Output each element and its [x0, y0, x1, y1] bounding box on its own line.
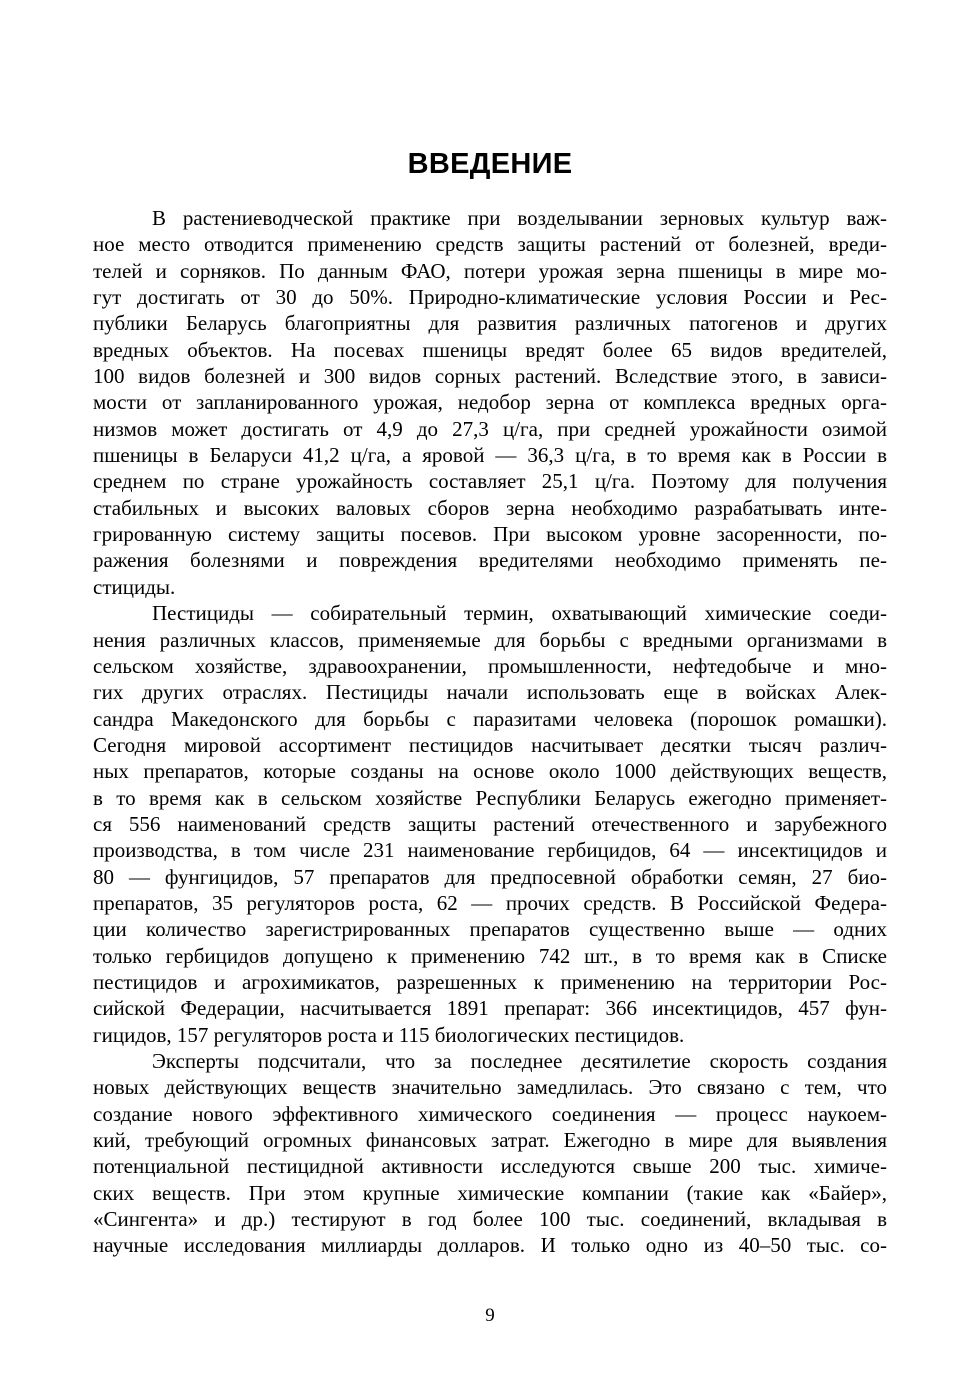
- text-line: кий, требующий огромных финансовых затрат. Ежегодно в мире для выявления: [93, 1128, 887, 1153]
- text-line: ции количество зарегистрированных препаратов существенно выше — одних: [93, 917, 887, 942]
- text-line: научные исследования миллиарды долларов. И только одно из 40–50 тыс. со-: [93, 1233, 887, 1258]
- text-line: создание нового эффективного химического соединения — процесс наукоем-: [93, 1101, 887, 1126]
- text-line: стабильных и высоких валовых сборов зерна необходимо разрабатывать инте-: [93, 495, 887, 520]
- text-line: ных препаратов, которые созданы на основе около 1000 действующих веществ,: [93, 759, 887, 784]
- text-line: стициды.: [93, 574, 176, 599]
- text-line: ное место отводится применению средств защиты растений от болезней, вреди-: [93, 232, 887, 257]
- text-line: только гербицидов допущено к применению 742 шт., в то время как в Списке: [93, 943, 887, 968]
- text-line: препаратов, 35 регуляторов роста, 62 — прочих средств. В Российской Федера-: [93, 890, 887, 915]
- paragraph-2: [93, 600, 887, 1048]
- text-line: ражения болезнями и повреждения вредителями необходимо применять пе-: [93, 548, 887, 573]
- text-line: сандра Македонского для борьбы с паразитами человека (порошок ромашки).: [93, 706, 887, 731]
- text-line: мости от запланированного урожая, недобор зерна от комплекса вредных орга-: [93, 390, 887, 415]
- text-line: грированную систему защиты посевов. При высоком уровне засоренности, по-: [93, 522, 887, 547]
- text-line: В растениеводческой практике при возделывании зерновых культур важ-: [152, 206, 887, 230]
- body-text: [93, 205, 887, 1259]
- text-line: новых действующих веществ значительно замедлилась. Это связано с тем, что: [93, 1075, 887, 1100]
- text-line: пшеницы в Беларуси 41,2 ц/га, а яровой — 36,3 ц/га, в то время как в России в: [93, 443, 887, 468]
- page-number: 9: [485, 1305, 495, 1326]
- chapter-heading: ВВЕДЕНИЕ: [407, 148, 573, 180]
- text-line: 80 — фунгицидов, 57 препаратов для предпосевной обработки семян, 27 био-: [93, 864, 887, 889]
- text-line: пестицидов и агрохимикатов, разрешенных к применению на территории Рос-: [93, 969, 887, 994]
- text-line: вредных объектов. На посевах пшеницы вредят более 65 видов вредителей,: [93, 337, 887, 362]
- text-line: ся 556 наименований средств защиты растений отечественного и зарубежного: [93, 811, 887, 836]
- text-line: в то время как в сельском хозяйстве Республики Беларусь ежегодно применяет-: [93, 785, 887, 810]
- text-line: 100 видов болезней и 300 видов сорных растений. Вследствие этого, в зависи-: [93, 364, 887, 389]
- text-line: гут достигать от 30 до 50%. Природно-климатические условия России и Рес-: [93, 285, 887, 310]
- paragraph-1: [93, 205, 887, 600]
- text-line: гих других отраслях. Пестициды начали использовать еще в войсках Алек-: [93, 680, 887, 705]
- paragraph-3: [93, 1048, 887, 1259]
- text-line: гицидов, 157 регуляторов роста и 115 биологических пестицидов.: [93, 1022, 685, 1047]
- text-line: среднем по стране урожайность составляет 25,1 ц/га. Поэтому для получения: [93, 469, 887, 494]
- text-line: потенциальной пестицидной активности исследуются свыше 200 тыс. химиче-: [93, 1154, 887, 1179]
- text-line: Эксперты подсчитали, что за последнее десятилетие скорость создания: [152, 1049, 887, 1073]
- text-line: «Сингента» и др.) тестируют в год более 100 тыс. соединений, вкладывая в: [93, 1207, 887, 1232]
- text-line: Сегодня мировой ассортимент пестицидов насчитывает десятки тысяч различ-: [93, 732, 887, 757]
- text-line: сельском хозяйстве, здравоохранении, промышленности, нефтедобыче и мно-: [93, 653, 887, 678]
- text-line: Пестициды — собирательный термин, охватывающий химические соеди-: [152, 601, 887, 626]
- text-line: ских веществ. При этом крупные химические компании (такие как «Байер»,: [93, 1180, 887, 1205]
- text-line: сийской Федерации, насчитывается 1891 препарат: 366 инсектицидов, 457 фун-: [93, 996, 887, 1021]
- text-line: публики Беларусь благоприятны для развития различных патогенов и других: [93, 311, 887, 336]
- text-line: производства, в том числе 231 наименование гербицидов, 64 — инсектицидов и: [93, 838, 887, 863]
- text-line: низмов может достигать от 4,9 до 27,3 ц/га, при средней урожайности озимой: [93, 416, 887, 441]
- text-line: нения различных классов, применяемые для борьбы с вредными организмами в: [93, 627, 887, 652]
- text-line: телей и сорняков. По данным ФАО, потери урожая зерна пшеницы в мире мо-: [93, 258, 887, 283]
